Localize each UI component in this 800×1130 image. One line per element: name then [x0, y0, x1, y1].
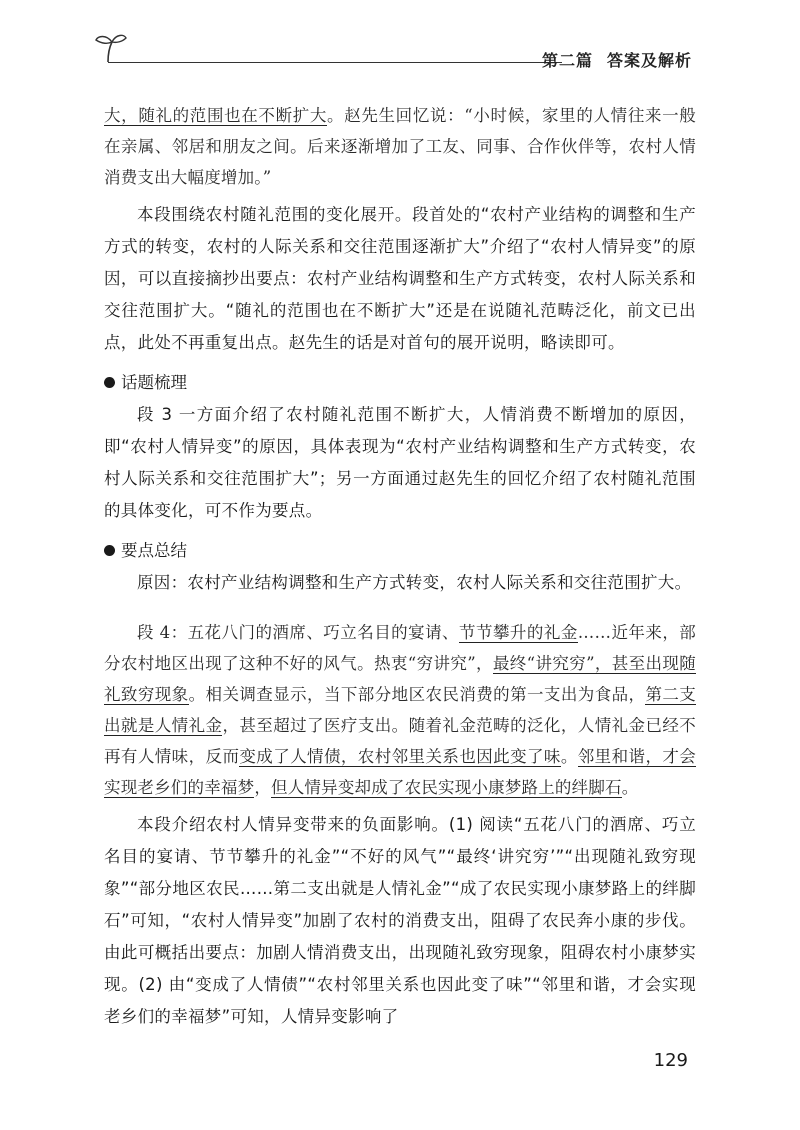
summary-body: 原因：农村产业结构调整和生产方式转变，农村人际关系和交往范围扩大。 — [137, 573, 692, 592]
topic-heading — [104, 367, 696, 399]
passage-text: 。赵先生回忆说：“小时候，家里的人情往来一般在亲属、邻居和朋友之间。后来逐渐增加了工友、同事、合作伙伴等，农村人情消费支出大幅度增加。” — [104, 106, 696, 187]
bullet-icon — [104, 377, 115, 388]
sprout-icon — [92, 26, 132, 66]
topic-heading-label: 话题梳理 — [121, 373, 187, 392]
page-header — [0, 0, 800, 80]
passage-paragraph-4 — [104, 617, 696, 803]
section-title: 答案及解析 — [606, 51, 692, 70]
underlined-phrase: 最终“讲究穷”，甚至出现随礼致穷现象 — [104, 654, 696, 704]
underlined-phrase: 变成了人情债，农村邻里关系也因此变了味 — [239, 747, 561, 766]
header-title — [542, 48, 692, 71]
header-rule — [108, 62, 562, 63]
passage-text: ……近年来，部分农村地区出现了这种不好的风气。热衷“穷讲究”， — [104, 623, 696, 673]
passage-text: 。相关调查显示，当下部分地区农民消费的第一支出为食品， — [188, 685, 646, 704]
underlined-phrase: 节节攀升的礼金 — [459, 623, 578, 642]
page-content — [104, 100, 696, 1033]
summary-heading-label: 要点总结 — [121, 541, 187, 560]
passage-text: ， — [254, 778, 272, 797]
analysis-paragraph: 本段围绕农村随礼范围的变化展开。段首处的“农村产业结构的调整和生产方式的转变，农村的人际关系和交往范围逐渐扩大”介绍了“农村人情异变”的原因，可以直接摘抄出要点：农村产业结构调整和生产方式转变，农村人际关系和交往范围扩大。“随礼的范围也在不断扩大”还是在说随礼范畴泛化，前文已出点，此处不再重复出点。赵先生的话是对首句的展开说明，略读即可。 — [104, 205, 696, 352]
analysis-paragraph-4: 本段介绍农村人情异变带来的负面影响。(1) 阅读“五花八门的酒席、巧立名目的宴请、节节攀升的礼金”“不好的风气”“最终‘讲究穷’”“出现随礼致穷现象”“部分地区农民……第二支出就是人情礼金”“成了农民实现小康梦路上的绊脚石”可知，“农村人情异变”加剧了农村的消费支出，阻碍了农民奔小康的步伐。由此可概括出要点：加剧人情消费支出，出现随礼致穷现象，阻碍农村小康梦实现。(2) 由“变成了人情债”“农村邻里关系也因此变了味”“邻里和谐，才会实现老乡们的幸福梦”可知，人情异变影响了 — [104, 815, 696, 1026]
underlined-phrase: 邻里和谐，才会实现老乡们的幸福梦 — [104, 747, 696, 797]
summary-heading — [104, 535, 696, 567]
passage-paragraph-3-end — [104, 100, 696, 193]
topic-body: 段 3 一方面介绍了农村随礼范围不断扩大，人情消费不断增加的原因，即“农村人情异变”的原因，具体表现为“农村产业结构调整和生产方式转变，农村人际关系和交往范围扩大”；另一方面通过赵先生的回忆介绍了农村随礼范围的具体变化，可不作为要点。 — [104, 405, 696, 520]
underlined-phrase: 第二支出就是人情礼金 — [104, 685, 696, 735]
page-number: 129 — [653, 1050, 688, 1071]
passage-text: 。 — [560, 747, 578, 766]
underlined-phrase: 但人情异变却成了农民实现小康梦路上的绊脚石 — [271, 778, 622, 797]
passage-text: 段 4：五花八门的酒席、巧立名目的宴请、 — [137, 623, 460, 642]
passage-text: ，甚至超过了医疗支出。随着礼金范畴的泛化，人情礼金已经不再有人情味，反而 — [104, 716, 696, 766]
bullet-icon — [104, 545, 115, 556]
section-label: 第二篇 — [541, 51, 593, 70]
passage-text: 。 — [621, 778, 639, 797]
underlined-phrase: 大，随礼的范围也在不断扩大 — [104, 106, 328, 125]
